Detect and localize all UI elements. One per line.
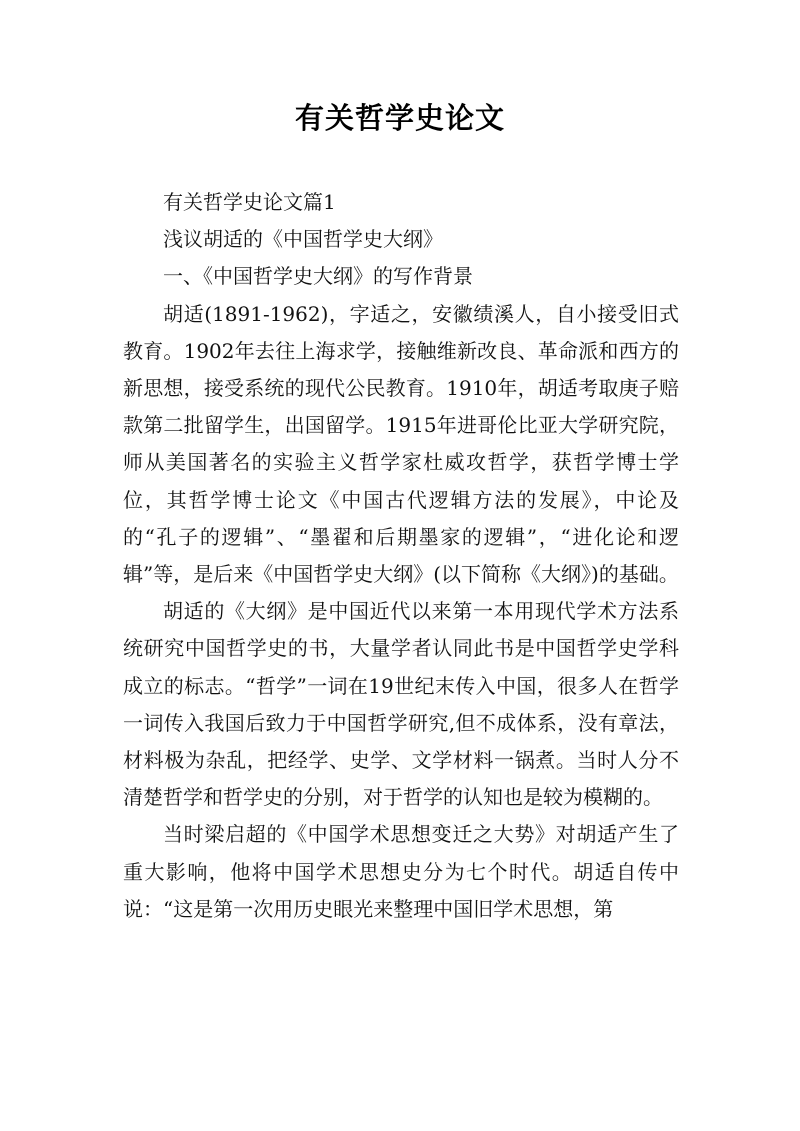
document-title: 有关哲学史论文	[294, 101, 505, 135]
paragraph-heading-essay: 浅议胡适的《中国哲学史大纲》	[163, 227, 443, 252]
paragraph-section-heading: 一、《中国哲学史大纲》的写作背景	[163, 264, 473, 289]
paragraph-subtitle: 有关哲学史论文篇1	[163, 190, 336, 214]
paragraph-body: 胡适的《大纲》是中国近代以来第一本用现代学术方法系统研究中国哲学史的书，大量学者认同此书是中国哲学史学科成立的标志。“哲学”一词在19世纪末传入中国，很多人在哲学一词传入我国后致力于中国哲学研究,但不成体系，没有章法，材料极为杂乱，把经学、史学、文学材料一锅煮。当时人分不清楚哲学和哲学史的分别，对于哲学的认知也是较为模糊的。	[123, 599, 679, 810]
paragraph-body: 当时梁启超的《中国学术思想变迁之大势》对胡适产生了重大影响，他将中国学术思想史分为七个时代。胡适自传中说：“这是第一次用历史眼光来整理中国旧学术思想，第	[123, 822, 679, 921]
paragraph-body: 胡适(1891-1962)，字适之，安徽绩溪人，自小接受旧式教育。1902年去往上海求学，接触维新改良、革命派和西方的新思想，接受系统的现代公民教育。1910年，胡适考取庚子赔款第二批留学生，出国留学。1915年进哥伦比亚大学研究院，师从美国著名的实验主义哲学家杜威攻哲学，获哲学博士学位，其哲学博士论文《中国古代逻辑方法的发展》，中论及的“孔子的逻辑”、“墨翟和后期墨家的逻辑”，“进化论和逻辑”等，是后来《中国哲学史大纲》(以下简称《大纲》)的基础。	[123, 301, 679, 587]
document-body	[123, 184, 679, 928]
